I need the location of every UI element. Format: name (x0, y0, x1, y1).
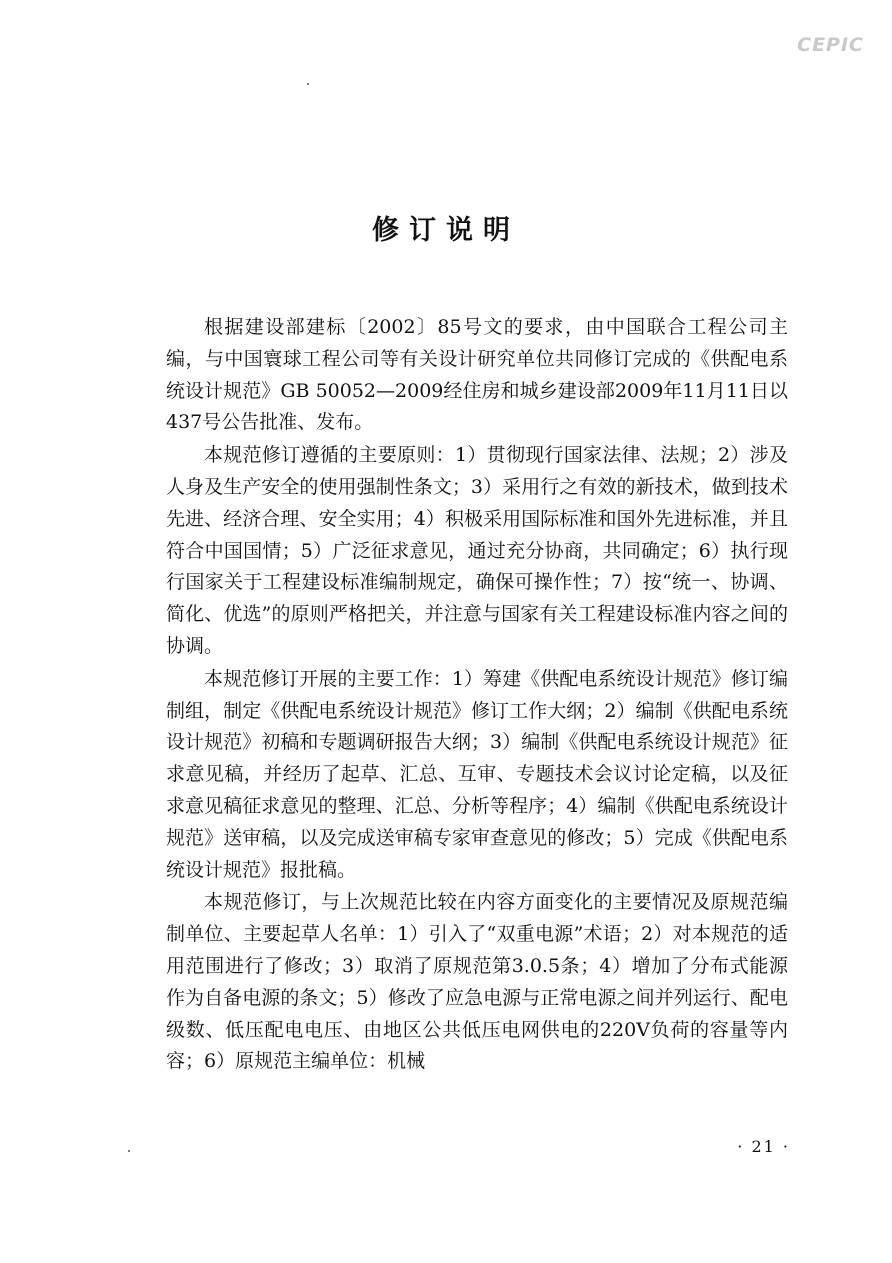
scan-speck (307, 83, 309, 85)
publisher-watermark: CEPIC (797, 34, 864, 56)
paragraph: 本规范修订，与上次规范比较在内容方面变化的主要情况及原规范编制单位、主要起草人名单：1）引入了“双重电源”术语；2）对本规范的适用范围进行了修改；3）取消了原规范第3.0.5条；4）增加了分布式能源作为自备电源的条文；5）修改了应急电源与正常电源之间并列运行、配电级数、低压配电电压、由地区公共低压电网供电的220V负荷的容量等内容；6）原规范主编单位：机械 (166, 891, 788, 1073)
page-title: 修订说明 (372, 215, 520, 246)
paragraph: 本规范修订遵循的主要原则：1）贯彻现行国家法律、法规；2）涉及人身及生产安全的使用强制性条文；3）采用行之有效的新技术，做到技术先进、经济合理、安全实用；4）积极采用国际标准和国外先进标准，并且符合中国国情；5）广泛征求意见，通过充分协商，共同确定；6）执行现行国家关于工程建设标准编制规定，确保可操作性；7）按“统一、协调、简化、优选”的原则严格把关，并注意与国家有关工程建设标准内容之间的协调。 (166, 444, 788, 657)
body-text (166, 312, 788, 1079)
page-number: · 21 · (737, 1137, 790, 1156)
scan-speck (128, 1150, 130, 1152)
paragraph: 本规范修订开展的主要工作：1）筹建《供配电系统设计规范》修订编制组，制定《供配电系统设计规范》修订工作大纲；2）编制《供配电系统设计规范》初稿和专题调研报告大纲；3）编制《供配电系统设计规范》征求意见稿，并经历了起草、汇总、互审、专题技术会议讨论定稿，以及征求意见稿征求意见的整理、汇总、分析等程序；4）编制《供配电系统设计规范》送审稿，以及完成送审稿专家审查意见的修改；5）完成《供配电系统设计规范》报批稿。 (166, 667, 788, 881)
paragraph: 根据建设部建标〔2002〕85号文的要求，由中国联合工程公司主编，与中国寰球工程公司等有关设计研究单位共同修订完成的《供配电系统设计规范》GB 50052—2009经住房和城乡建设部2009年11月11日以437号公告批准、发布。 (166, 316, 788, 434)
